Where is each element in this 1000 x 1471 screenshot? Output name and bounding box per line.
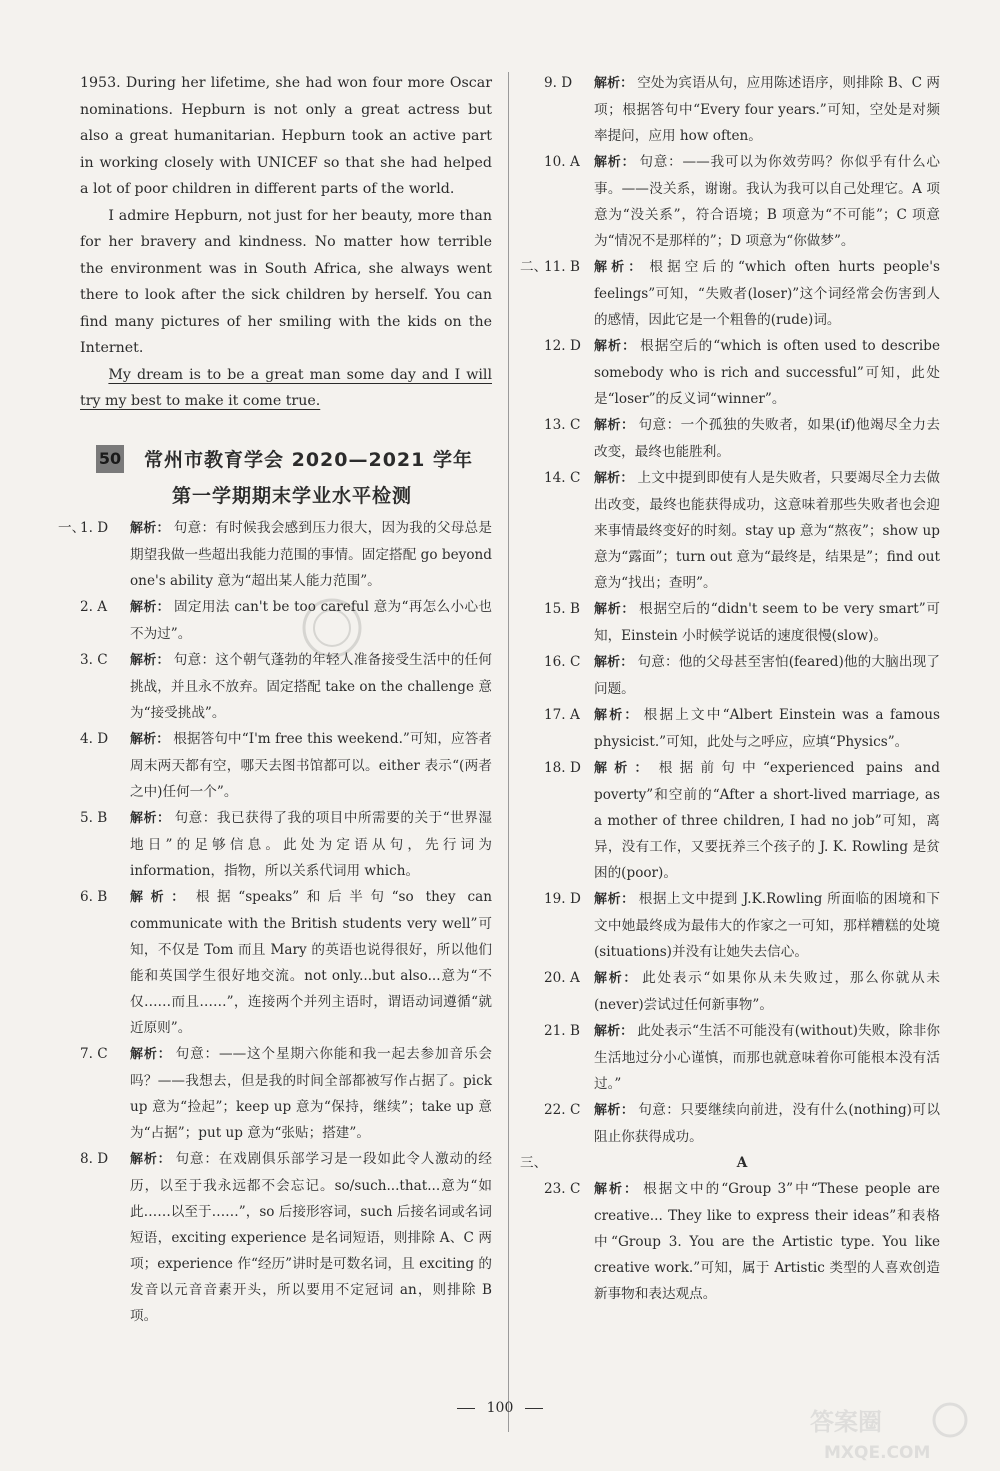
item-body (130, 1041, 492, 1146)
item-number: 13. C (544, 417, 581, 433)
item-mark: 一、 (58, 519, 86, 536)
analysis-text: 根据空后的“didn't seem to be very smart”可知，Einstein 小时候学说话的速度很慢(slow)。 (594, 601, 940, 644)
item-body (594, 886, 940, 965)
item-mark (58, 1146, 80, 1329)
section-number-badge: 50 (96, 445, 124, 473)
analysis-label: 解析： (594, 655, 634, 670)
item-body (130, 884, 492, 1041)
item-body (130, 1146, 492, 1329)
answer-item (520, 702, 940, 755)
section-three-heading (520, 1150, 940, 1176)
item-mark (58, 594, 80, 647)
item-mark (520, 1097, 544, 1150)
item-number: 5. B (80, 809, 108, 826)
analysis-text: 句意：——我可以为你效劳吗？你似乎有什么心事。——没关系，谢谢。我认为我可以自己处理它。A 项意为“没关系”，符合语境；B 项意为“不可能”；C 项意为“情况不是那样的”；D 项意为“你做梦”。 (594, 154, 940, 249)
item-mark (58, 1041, 80, 1146)
column-divider (508, 72, 509, 1432)
answer-item (520, 1097, 940, 1150)
item-number: 7. C (80, 1045, 108, 1062)
answer-item (520, 254, 940, 333)
section-three-mark: 三、 (520, 1155, 548, 1171)
item-number: 22. C (544, 1102, 581, 1118)
watermark-logo (790, 1400, 980, 1466)
analysis-label: 解析： (130, 1046, 172, 1062)
analysis-label: 解析： (594, 339, 637, 354)
analysis-label: 解析： (594, 76, 634, 91)
left-column (58, 70, 492, 1329)
item-number: 3. C (80, 651, 108, 668)
item-body (130, 805, 492, 884)
answer-item (58, 515, 492, 594)
analysis-text: 句意：我已获得了我的项目中所需要的关于“世界湿地日”的足够信息。此处为定语从句，先行词为 information，指物，所以关系代词用 which。 (130, 809, 492, 879)
item-mark (520, 702, 544, 755)
analysis-label: 解析： (594, 1103, 635, 1118)
item-mark (520, 1018, 544, 1097)
analysis-text: 句意：一个孤独的失败者，如果(if)他竭尽全力去改变，最终也能胜利。 (594, 417, 940, 460)
item-number: 18. D (544, 760, 581, 776)
watermark-circle-icon (934, 1404, 966, 1436)
item-number: 10. A (544, 154, 580, 170)
answer-item (520, 70, 940, 149)
answer-item (80, 884, 492, 1041)
item-body (594, 254, 940, 333)
footer-dash-right (525, 1408, 543, 1409)
analysis-label: 解析： (130, 1151, 172, 1167)
watermark-text: 答案圈 (810, 1408, 882, 1436)
answer-item (520, 755, 940, 886)
analysis-label: 解析： (594, 602, 636, 617)
answer-item (520, 465, 940, 596)
answer-item (80, 1146, 492, 1329)
right-column (520, 70, 940, 1307)
analysis-text: 根据上文中“Albert Einstein was a famous physicist.”可知，此处与之呼应，应填“Physics”。 (594, 707, 940, 750)
analysis-label: 解析： (130, 889, 192, 905)
analysis-text: 根据答句中“I'm free this weekend.”可知，应答者周末两天都有空，哪天去图书馆都可以。either 表示“(两者之中)任何一个”。 (130, 730, 492, 800)
item-number: 4. D (80, 730, 109, 747)
item-body (594, 755, 940, 886)
answer-list-left (58, 515, 492, 1329)
analysis-text: 此处表示“如果你从未失败过，那么你就从未(never)尝试过任何新事物”。 (594, 970, 940, 1013)
analysis-text: 句意：有时候我会感到压力很大，因为我的父母总是期望我做一些超出我能力范围的事情。固定搭配 go beyond one's ability 意为“超出某人能力范围”。 (130, 519, 492, 589)
answer-item (520, 886, 940, 965)
analysis-label: 解析： (594, 708, 640, 723)
analysis-label: 解析： (130, 810, 171, 826)
answer-list-right (520, 70, 940, 1150)
item-number: 17. A (544, 707, 580, 723)
item-mark (58, 805, 80, 884)
item-number: 14. C (544, 470, 581, 486)
analysis-text: 此处表示“生活不可能没有(without)失败，除非你生活地过分小心谨慎，而那也就意味着你可能根本没有活过。” (594, 1023, 940, 1092)
item-mark (520, 596, 544, 649)
answer-item (520, 596, 940, 649)
analysis-text: 句意：——这个星期六你能和我一起去参加音乐会吗？——我想去，但是我的时间全部都被写作占据了。pick up 意为“捡起”；keep up 意为“保持，继续”；take up 意为“占据”；put up 意为“张贴；搭建”。 (130, 1045, 492, 1141)
analysis-text: 句意：这个朝气蓬勃的年轻人准备接受生活中的任何挑战，并且永不放弃。固定搭配 take on the challenge 意为“接受挑战”。 (130, 651, 492, 721)
answer-item (520, 1176, 940, 1307)
answer-item (80, 1041, 492, 1146)
item-body (594, 465, 940, 596)
item-number: 6. B (80, 888, 108, 905)
analysis-text: 句意：他的父母甚至害怕(feared)他的大脑出现了问题。 (594, 654, 940, 697)
analysis-text: 句意：只要继续向前进，没有什么(nothing)可以阻止你获得成功。 (594, 1102, 940, 1145)
item-number: 19. D (544, 891, 581, 907)
item-number: 2. A (80, 598, 108, 615)
item-number: 11. B (544, 259, 580, 275)
answer-item (80, 594, 492, 647)
analysis-label: 解析： (594, 260, 646, 275)
item-mark (520, 755, 544, 886)
analysis-label: 解析： (130, 520, 170, 536)
item-body (130, 515, 492, 594)
analysis-label: 解析： (130, 599, 170, 615)
item-body (594, 596, 940, 649)
item-body (594, 1097, 940, 1150)
item-mark (520, 465, 544, 596)
analysis-label: 解析： (594, 418, 635, 433)
item-body (130, 726, 492, 805)
item-number: 21. B (544, 1023, 580, 1039)
item-number: 23. C (544, 1181, 581, 1197)
answer-item (520, 333, 940, 412)
analysis-label: 解析： (594, 761, 655, 776)
item-body (594, 1018, 940, 1097)
item-body (594, 149, 940, 254)
analysis-label: 解析： (130, 652, 170, 668)
item-body (594, 649, 940, 702)
item-body (594, 70, 940, 149)
section-title-line-2: 第一学期期末学业水平检测 (172, 484, 413, 507)
item-number: 16. C (544, 654, 581, 670)
item-number: 1. D (80, 519, 109, 536)
analysis-label: 解析： (130, 731, 170, 747)
stamp-seal-icon (300, 596, 364, 660)
item-body (594, 702, 940, 755)
analysis-text: 根据“speaks”和后半句“so they can communicate with the British students very well”可知，不仅是 Tom 而且 Mary 的英语也说得很好，所以他们能和英国学生很好地交流。not only...but also...意为“不仅……而且……”，连接两个并列主语时，谓语动词遵循“就近原则”。 (130, 888, 492, 1036)
essay-paragraph-2: I admire Hepburn, not just for her beauty, more than for her bravery and kindness. No matter how terrible the environment was in South Africa, she always went there to look after the sick children by herself. You can find many pictures of her smiling with the kids on the Internet. (80, 207, 492, 356)
analysis-text: 固定用法 can't be too careful 意为“再怎么小心也不为过”。 (130, 598, 492, 642)
item-number: 15. B (544, 601, 580, 617)
answer-item (80, 647, 492, 726)
item-mark (58, 726, 80, 805)
item-number: 20. A (544, 970, 580, 986)
section-heading (80, 441, 492, 515)
watermark-url: MXQE.COM (824, 1443, 931, 1463)
analysis-text: 根据空后的“which is often used to describe somebody who is rich and successful”可知，此处是“loser”的反义词“winner”。 (594, 338, 940, 407)
analysis-text: 根据上文中提到 J.K.Rowling 所面临的困境和下文中她最终成为最伟大的作家之一可知，那样糟糕的处境(situations)并没有让她失去信心。 (594, 891, 940, 960)
answer-item (520, 149, 940, 254)
answer-item (520, 412, 940, 465)
answer-item (520, 965, 940, 1018)
analysis-label: 解析： (594, 1024, 634, 1039)
analysis-label: 解析： (594, 155, 636, 170)
item-mark (520, 149, 544, 254)
item-mark (520, 965, 544, 1018)
analysis-text: 空处为宾语从句，应用陈述语序，则排除 B、C 两项；根据答句中“Every four years.”可知，空处是对频率提问，应用 how often。 (594, 75, 940, 144)
section-title-line-1: 常州市教育学会 2020—2021 学年 (144, 448, 473, 471)
analysis-text: 句意：在戏剧俱乐部学习是一段如此令人激动的经历，以至于我永远都不会忘记。so/such...that...意为“如此……以至于……”，so 后接形容词，such 后接名词或名词短语，exciting experience 是名词短语，则排除 A、C 两项；experience 作“经历”讲时是可数名词，且 exciting 的发音以元音音素开头，所以要用不定冠词 an，则排除 B 项。 (130, 1150, 492, 1324)
answer-item (520, 649, 940, 702)
footer-dash-left (457, 1408, 475, 1409)
item-mark (520, 886, 544, 965)
item-body (594, 333, 940, 412)
answer-item (520, 1018, 940, 1097)
item-mark (520, 649, 544, 702)
section-three-passage-label: A (736, 1155, 748, 1171)
item-mark (520, 412, 544, 465)
item-mark (58, 647, 80, 726)
item-mark (520, 1176, 544, 1307)
analysis-label: 解析： (594, 971, 639, 986)
page-number: 100 (486, 1400, 514, 1416)
essay (80, 70, 492, 415)
analysis-text: 根据文中的“Group 3”中“These people are creative... They like to express their ideas”和表格中“Group 3. You are the Artistic type. You like creative work.”可知，属于 Artistic 类型的人喜欢创造新事物和表达观点。 (594, 1181, 940, 1302)
analysis-text: 根据空后的“which often hurts people's feelings”可知，“失败者(loser)”这个词经常会伤害到人的感情，因此它是一个粗鲁的(rude)词。 (594, 259, 940, 328)
item-body (594, 412, 940, 465)
analysis-text: 上文中提到即使有人是失败者，只要竭尽全力去做出改变，最终也能获得成功，这意味着那些失败者也会迎来事情最终变好的时刻。stay up 意为“熬夜”；show up 意为“露面”；turn out 意为“最终是，结果是”；find out 意为“找出；查明”。 (594, 470, 940, 591)
answer-item (80, 726, 492, 805)
item-body (594, 965, 940, 1018)
answer-list-section-three (520, 1176, 940, 1307)
item-mark (58, 884, 80, 1041)
item-body (594, 1176, 940, 1307)
answer-item (80, 805, 492, 884)
analysis-label: 解析： (594, 1182, 640, 1197)
item-mark (520, 70, 544, 149)
essay-paragraph-1: 1953. During her lifetime, she had won four more Oscar nominations. Hepburn is not only a great actress but also a great humanitarian. Hepburn took an active part in working closely with UNICEF so that she had helped a lot of poor children in different parts of the world. (80, 75, 492, 197)
analysis-label: 解析： (594, 471, 634, 486)
item-mark: 二、 (520, 259, 548, 275)
item-number: 8. D (80, 1150, 109, 1167)
analysis-text: 根据前句中“experienced pains and poverty”和空前的“After a short-lived marriage, as a mother of three children, I had no job”可知，离异，没有工作，又要抚养三个孩子的 J. K. Rowling 是贫困的(poor)。 (594, 760, 940, 881)
item-number: 12. D (544, 338, 581, 354)
analysis-label: 解析： (594, 892, 635, 907)
item-number: 9. D (544, 75, 573, 91)
essay-paragraph-3: My dream is to be a great man some day and I will try my best to make it come true. (80, 366, 492, 409)
item-mark (520, 333, 544, 412)
